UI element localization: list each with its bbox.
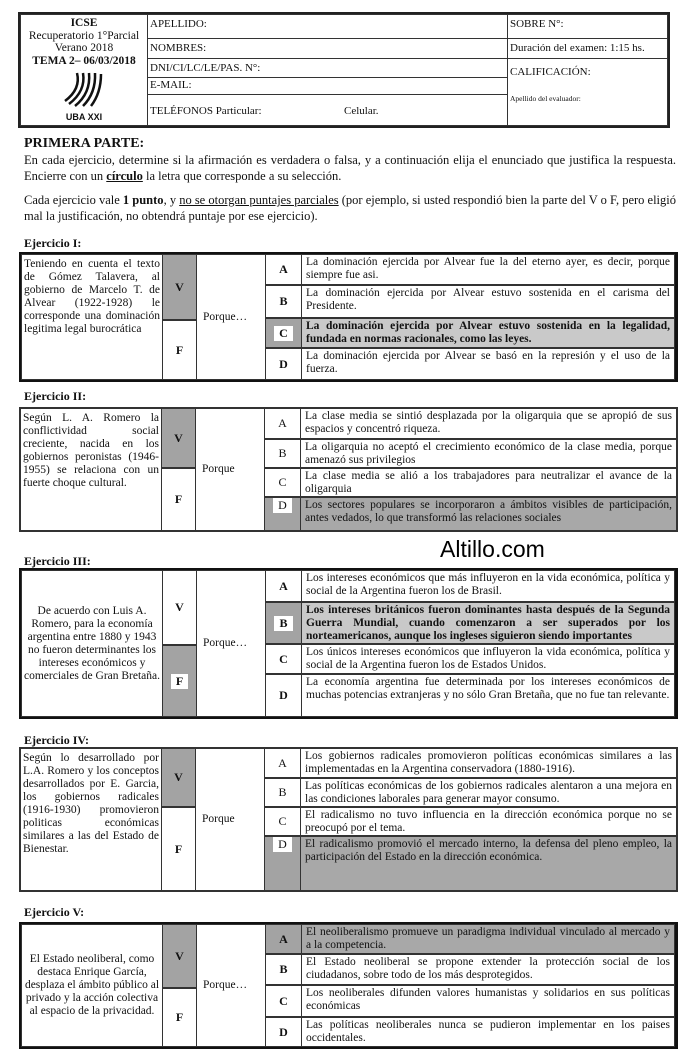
exercise-label: Ejercicio IV: <box>24 733 89 747</box>
exercise-table <box>19 568 678 719</box>
false-label: F <box>174 841 183 856</box>
calificacion-field[interactable] <box>507 58 668 126</box>
true-option[interactable] <box>161 408 196 468</box>
option-text: El neoliberalismo promueve un paradigma individual vinculado al mercado y a la competencia. <box>301 924 675 954</box>
option-text: El radicalismo no tuvo influencia en la dirección económica porque no se preocupó por el tema. <box>300 807 677 836</box>
exercise-statement: El Estado neoliberal, como destaca Enrique García, desplaza el ámbito público al privado y la acción colectiva al espacio de la privacidad. <box>21 924 163 1047</box>
option-letter-b[interactable] <box>265 602 302 644</box>
option-letter-d[interactable] <box>264 497 301 531</box>
option-letter-label: C <box>274 326 293 341</box>
option-text: La clase media se sintió desplazada por la oligarquia que se apropió de sus espacios y concentró riqueza. <box>300 408 677 439</box>
false-label: F <box>174 492 183 506</box>
evaluador-label: Apellido del evaluador: <box>510 94 581 103</box>
option-letter-b[interactable] <box>264 439 301 468</box>
duracion-label: Duración del examen: 1:15 hs. <box>507 38 668 59</box>
uba-xxi-logo-icon <box>59 71 109 107</box>
exercise-label: Ejercicio II: <box>24 389 87 403</box>
option-text: Las políticas económicas de los gobiernos radicales alentaron a una mejora en las condiciones laborales para generar mayor consumo. <box>300 778 677 807</box>
nombres-field[interactable]: NOMBRES: <box>147 38 508 59</box>
true-option[interactable] <box>161 748 196 807</box>
instructions-paragraph-2 <box>24 192 676 224</box>
apellido-field[interactable]: APELLIDO: <box>147 14 508 39</box>
option-letter-b[interactable] <box>265 954 302 985</box>
exam-topic: TEMA 2– 06/03/2018 <box>32 54 136 67</box>
option-letter-a[interactable] <box>264 408 301 439</box>
exam-term: Verano 2018 <box>54 42 114 54</box>
text: , y <box>163 193 180 207</box>
option-text: Los neoliberales difunden valores humanistas y solidarios en sus políticas económicas <box>301 985 675 1017</box>
option-letter-label: A <box>278 416 287 430</box>
option-letter-label: A <box>279 578 288 593</box>
option-text: Las políticas neoliberales nunca se pudieron implementar en los paises occidentales. <box>301 1017 675 1047</box>
exam-name: Recuperatorio 1°Parcial <box>28 29 140 42</box>
false-label: F <box>175 1010 184 1024</box>
text-underlined: círculo <box>106 169 143 183</box>
true-label: V <box>175 948 184 963</box>
text: la letra que corresponde a su selección. <box>142 169 342 183</box>
section-title: PRIMERA PARTE: <box>24 136 145 151</box>
exercise-statement: Según lo desarrollado por L.A. Romero y los conceptos desarrollados por E. Garcia, los gobiernos radicales (1916-1930) promovieron politicas económicas similares a las del Estado de Bienestar. <box>20 748 162 891</box>
option-letter-label: C <box>278 814 287 828</box>
option-letter-a[interactable] <box>265 570 302 602</box>
option-text: La economía argentina fue determinada por los intereses económicos de muchas potencias extranjeras y no sólo Gran Bretaña, que no fue tan relevante. <box>301 674 675 717</box>
option-letter-label: B <box>279 962 288 976</box>
option-letter-label: B <box>279 294 288 308</box>
watermark: Altillo.com <box>440 536 545 562</box>
exercise-table <box>19 252 678 382</box>
option-letter-d[interactable] <box>265 348 302 380</box>
option-letter-c[interactable] <box>264 807 301 836</box>
true-option[interactable] <box>162 570 197 645</box>
option-text: Los gobiernos radicales promovieron políticas económicas similares a las implementadas en la Argentina conservadora (1880-1916). <box>300 748 677 778</box>
false-label: F <box>171 674 188 689</box>
false-option[interactable] <box>161 807 196 891</box>
true-option[interactable] <box>162 254 197 320</box>
exercise-label: Ejercicio I: <box>24 236 82 250</box>
false-option[interactable] <box>162 645 197 717</box>
text-bold: 1 punto <box>122 193 164 207</box>
option-letter-d[interactable] <box>264 836 301 891</box>
option-letter-label: D <box>279 688 288 702</box>
option-letter-c[interactable] <box>264 468 301 497</box>
porque-label: Porque… <box>196 254 266 380</box>
option-letter-label: D <box>273 837 292 852</box>
exercise-table <box>19 922 678 1049</box>
logo-text: UBA XXI <box>65 111 103 122</box>
option-letter-label: B <box>278 446 287 460</box>
option-letter-label: A <box>279 262 288 276</box>
option-letter-d[interactable] <box>265 674 302 717</box>
option-letter-b[interactable] <box>265 285 302 318</box>
exercise-statement: Teniendo en cuenta el texto de Gómez Talavera, al gobierno de Marcelo T. de Alvear (1922-1928) le corresponde una dominación legitima legal burocrática <box>21 254 163 380</box>
text: Cada ejercicio vale <box>24 193 123 207</box>
porque-label: Porque… <box>196 924 266 1047</box>
option-text: La clase media se alió a los trabajadores para neutralizar el avance de la oligarquia <box>300 468 677 497</box>
option-letter-a[interactable] <box>264 748 301 778</box>
option-letter-label: D <box>279 356 288 371</box>
exercise-label: Ejercicio V: <box>24 905 85 919</box>
option-letter-label: C <box>279 993 288 1008</box>
option-letter-c[interactable] <box>265 318 302 348</box>
false-label: F <box>175 342 184 357</box>
option-text: Los únicos intereses económicos que influyeron la vida económica, política y social de la Argentina fueron los de Estados Unidos. <box>301 644 675 674</box>
email-field[interactable]: E-MAIL: <box>147 77 508 95</box>
option-text: La dominación ejercida por Alvear estuvo sostenida en el carisma del Presidente. <box>301 285 675 318</box>
sobre-field[interactable]: SOBRE N°: <box>507 14 668 39</box>
option-text: La oligarquia no aceptó el crecimiento económico de la clase media, porque amenazó sus privilegios <box>300 439 677 468</box>
option-letter-label: D <box>279 1024 288 1039</box>
option-text: El Estado neoliberal se propone extender la protección social de los ciudadanos, sobre todo de los más desprotegidos. <box>301 954 675 985</box>
option-letter-label: D <box>273 498 292 513</box>
exercise-label: Ejercicio III: <box>24 554 91 568</box>
true-label: V <box>175 600 184 614</box>
option-letter-label: C <box>279 651 288 666</box>
true-option[interactable] <box>162 924 197 988</box>
option-letter-d[interactable] <box>265 1017 302 1047</box>
option-letter-b[interactable] <box>264 778 301 807</box>
option-text: Los sectores populares se incorporaron a ámbitos visibles de participación, antes vedados, lo que transformó las relaciones sociales <box>300 497 677 531</box>
option-letter-c[interactable] <box>265 644 302 674</box>
exam-identity <box>20 14 148 126</box>
telefonos-field[interactable] <box>147 94 508 126</box>
option-letter-label: B <box>278 785 287 799</box>
false-option[interactable] <box>162 988 197 1047</box>
false-option[interactable] <box>161 468 196 531</box>
option-text: El radicalismo promovió el mercado interno, la defensa del pleno empleo, la participación del Estado en la dirección económica. <box>300 836 677 891</box>
option-letter-label: A <box>278 755 287 770</box>
exercise-table <box>19 407 678 532</box>
text: En cada ejercicio, determine si la afirmación es verdadera o falsa, y a continuación elija el enunciado que justifica la respuesta. Encierre con un <box>24 153 676 183</box>
celular-label: Celular. <box>344 105 379 117</box>
option-text: La dominación ejercida por Alvear estuvo sostenida en la legalidad, fundada en normas racionales, como las leyes. <box>301 318 675 348</box>
text: (por ejemplo, si usted respondió bien la parte del V o F, pero eligió mal la justificación, no obtendrá puntaje por ese ejercicio). <box>24 193 677 223</box>
option-letter-label: A <box>279 931 288 946</box>
option-text: La dominación ejercida por Alvear fue la del eterno ayer, es decir, porque siempre fue asi. <box>301 254 675 285</box>
true-label: V <box>175 279 184 294</box>
false-option[interactable] <box>162 320 197 380</box>
telefonos-label: TELÉFONOS Particular: <box>150 105 262 117</box>
porque-label: Porque <box>195 408 265 531</box>
institution: ICSE <box>70 17 98 29</box>
option-letter-c[interactable] <box>265 985 302 1017</box>
option-text: La dominación ejercida por Alvear se basó en la represión y el uso de la fuerza. <box>301 348 675 380</box>
option-letter-a[interactable] <box>265 924 302 954</box>
text-underlined: no se otorgan puntajes parciales <box>179 193 339 207</box>
exercise-statement: De acuerdo con Luis A. Romero, para la economía argentina entre 1880 y 1943 no fueron determinantes los intereses económicos y comerciales de Gran Bretaña. <box>21 570 163 717</box>
option-text: Los intereses británicos fueron dominantes hasta después de la Segunda Guerra Mundial, cuando comenzaron a ser superados por los norteamericanos, aunque los ingleses siguieron siendo importantes <box>301 602 675 644</box>
true-label: V <box>174 770 183 784</box>
option-text: Los intereses económicos que más influyeron en la vida económica, política y social de la Argentina fueron los de Brasil. <box>301 570 675 602</box>
option-letter-a[interactable] <box>265 254 302 285</box>
instructions-paragraph-1 <box>24 152 676 184</box>
porque-label: Porque… <box>196 570 266 717</box>
option-letter-label: C <box>278 475 287 489</box>
option-letter-label: B <box>274 616 292 631</box>
exercise-table <box>19 747 678 892</box>
student-info-header <box>18 12 670 128</box>
porque-label: Porque <box>195 748 265 891</box>
true-label: V <box>174 430 183 445</box>
dni-field[interactable]: DNI/CI/LC/LE/PAS. N°: <box>147 58 508 78</box>
calificacion-label: CALIFICACIÓN: <box>510 66 591 78</box>
exercise-statement: Según L. A. Romero la conflictividad social creciente, nacida en los gobiernos peronistas (1946-1955) se relaciona con un fuerte choque cultural. <box>20 408 162 531</box>
